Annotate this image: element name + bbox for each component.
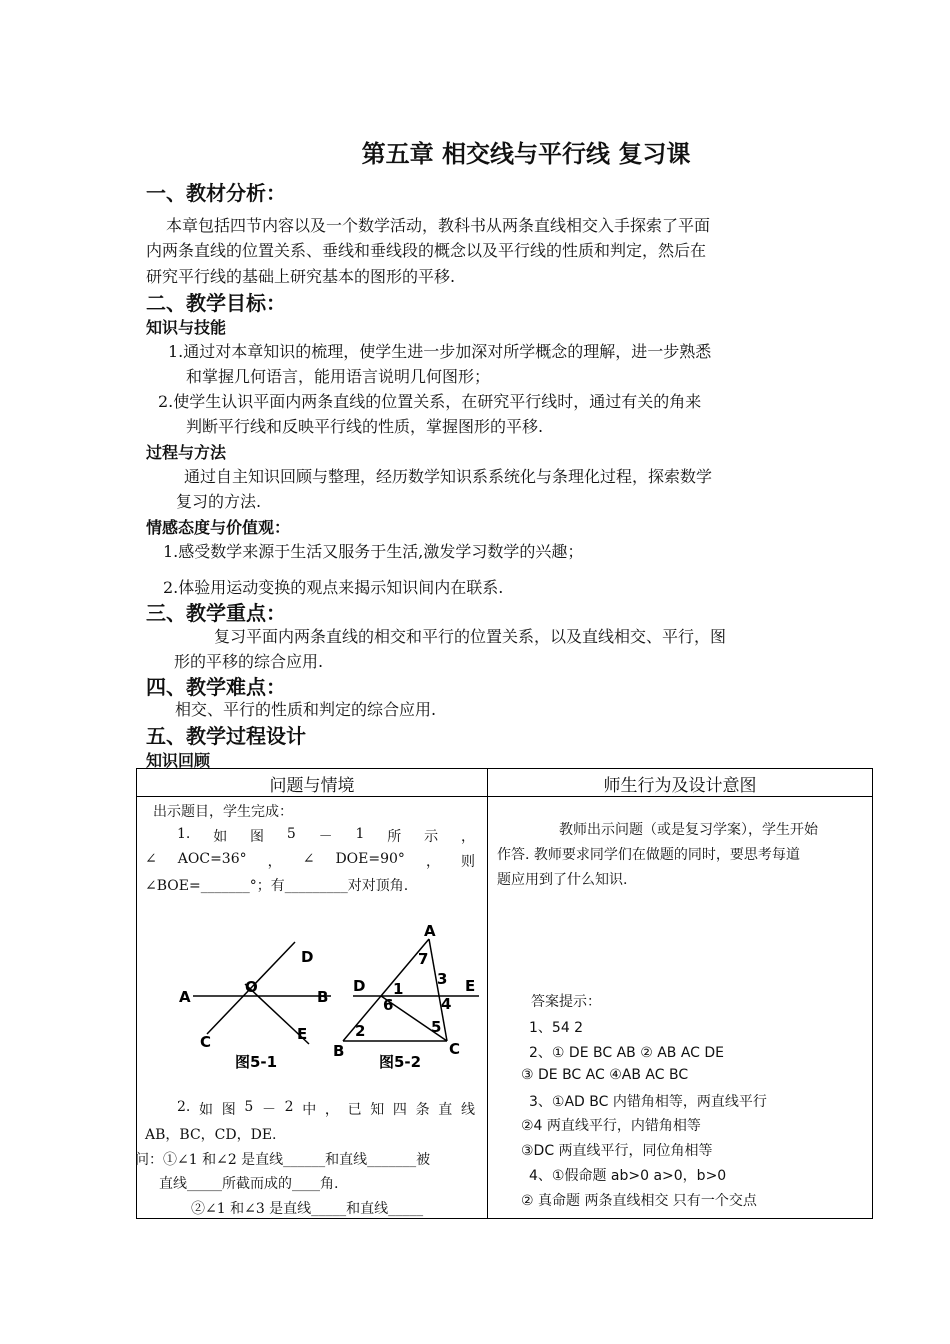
section-2-heading: 二、教学目标： [146,291,286,315]
fig1-label-o: O [245,978,258,996]
q1a-token: 示 [424,829,439,845]
s3-line-2: 形的平移的综合应用. [174,652,324,671]
s3-line-1: 复习平面内两条直线的相交和平行的位置关系，以及直线相交、平行，图 [214,627,727,646]
k-line-1: 1.通过对本章知识的梳理，使学生进一步加深对所学概念的理解，进一步熟悉 [168,342,712,361]
q1a-token: － [318,829,333,845]
q2-line-b: AB，BC，CD，DE. [145,1127,277,1143]
q2a-token: 如 [199,1102,214,1118]
q2-line-e: ②∠1 和∠3 是直线_____和直线_____ [191,1201,424,1217]
review-table [136,768,873,1219]
fig2-label-b: B [333,1042,345,1060]
answer-1: 1、54 2 [529,1020,584,1036]
e-line-1: 1.感受数学来源于生活又服务于生活,激发学习数学的兴趣； [163,542,584,561]
fig2-angle-2: 2 [355,1022,366,1040]
review-heading: 知识回顾 [146,751,211,770]
table-header-rule [137,796,872,797]
k-line-3: 2.使学生认识平面内两条直线的位置关系，在研究平行线时，通过有关的角来 [158,392,702,411]
fig2-label-a: A [424,922,436,940]
s1-line-3: 研究平行线的基础上研究基本的图形的平移. [146,267,456,286]
right-para-1: 教师出示问题（或是复习学案），学生开始 [559,822,818,838]
q2a-token: 中 [302,1102,317,1118]
answer-2a: 2、① DE BC AB ② AB AC DE [529,1045,725,1061]
section-4-heading: 四、教学难点： [146,675,286,699]
s4-line-1: 相交、平行的性质和判定的综合应用. [175,700,437,719]
fig2-angle-1: 1 [393,980,404,998]
q2a-token: 2 [284,1099,294,1115]
fig1-label-b: B [317,988,329,1006]
q2a-token: 条 [415,1102,430,1118]
q1a-token: 如 [213,829,228,845]
answer-4b: ② 真命题 两条直线相交 只有一个交点 [521,1193,757,1209]
q2a-token: 知 [370,1102,385,1118]
q2a-token: 5 [244,1099,254,1115]
q2a-token: 四 [392,1102,407,1118]
q2a-token: － [261,1102,276,1118]
q2a-token: 已 [347,1102,362,1118]
q2-line-d: 直线_____所截而成的____角. [159,1176,339,1192]
answer-3c: ③DC 两直线平行，同位角相等 [521,1143,713,1159]
knowledge-heading: 知识与技能 [146,318,227,337]
answer-4a: 4、①假命题 ab>0 a>0，b>0 [529,1168,727,1184]
fig2-angle-4: 4 [441,995,452,1013]
fig1-label-a: A [179,988,191,1006]
k-line-2: 和掌握几何语言，能用语言说明几何图形； [186,367,491,386]
q2a-token: 直 [438,1102,453,1118]
p-line-1: 通过自主知识回顾与整理，经历数学知识系系统化与条理化过程，探索数学 [184,467,713,486]
fig1-label-e: E [297,1025,308,1043]
q1a-token: ， [460,829,475,845]
s1-line-2: 内两条直线的位置关系、垂线和垂线段的概念以及平行线的性质和判定，然后在 [146,241,707,260]
k-line-4: 判断平行线和反映平行线的性质，掌握图形的平移. [186,417,544,436]
process-heading: 过程与方法 [146,443,227,462]
fig2-angle-3: 3 [437,970,448,988]
fig1-label-d: D [301,948,314,966]
fig2-label-e: E [465,977,476,995]
q1b-token: 则 [460,854,475,870]
fig2-angle-7: 7 [418,950,429,968]
fig1-caption: 图5-1 [235,1053,278,1071]
q1b-token: AOC=36° [177,851,247,867]
fig2-caption: 图5-2 [379,1053,422,1071]
q2a-token: 图 [221,1102,236,1118]
fig2-label-d: D [353,977,366,995]
section-3-heading: 三、教学重点： [146,601,286,625]
emotion-heading: 情感态度与价值观： [146,518,291,537]
fig2-angle-5: 5 [431,1018,442,1036]
q2-line-a [177,1099,475,1119]
section-1-heading: 一、教材分析： [146,181,286,205]
e-line-2: 2.体验用运动变换的观点来揭示知识间内在联系. [163,578,504,597]
q1a-token: 1. [177,826,191,842]
q1b-token: DOE=90° [335,851,405,867]
geometry-figures [167,914,487,1079]
q1b-token: ， [425,854,440,870]
q2a-token: 线 [460,1102,475,1118]
q1b-token: ， [267,854,282,870]
q1b-token: ∠ [302,851,315,867]
q1a-token: 所 [387,829,402,845]
q2-line-c: 问：①∠1 和∠2 是直线______和直线_______被 [135,1152,431,1168]
answer-3b: ②4 两直线平行，内错角相等 [521,1118,701,1134]
fig2-label-c: C [449,1040,461,1058]
q1a-token: 图 [250,829,265,845]
q1a-token: 1 [355,826,365,842]
answer-hint-title: 答案提示： [531,994,601,1010]
fig2-angle-6: 6 [383,996,394,1014]
q1-line-a [177,826,475,846]
task-intro: 出示题目，学生完成： [153,804,293,820]
right-para-3: 题应用到了什么知识. [497,872,628,888]
q2a-token: ， [324,1102,339,1118]
q1-line-c: ∠BOE=_______°；有_________对对顶角. [145,878,409,894]
q2a-token: 2. [177,1099,191,1115]
table-divider [487,769,488,1218]
q1b-token: ∠ [145,851,157,867]
p-line-2: 复习的方法. [176,492,262,511]
right-para-2: 作答. 教师要求同学们在做题的同时，要思考每道 [497,847,800,863]
s1-line-1: 本章包括四节内容以及一个数学活动，教科书从两条直线相交入手探索了平面 [166,216,711,235]
page-title: 第五章 相交线与平行线 复习课 [361,140,691,168]
q1a-token: 5 [286,826,296,842]
col-header-behavior: 师生行为及设计意图 [603,776,757,796]
answer-2b: ③ DE BC AC ④AB AC BC [521,1067,689,1083]
answer-3a: 3、①AD BC 内错角相等，两直线平行 [529,1094,767,1110]
section-5-heading: 五、教学过程设计 [146,724,306,748]
fig1-label-c: C [200,1033,212,1051]
col-header-problem: 问题与情境 [269,776,355,796]
q1-line-b [145,851,475,871]
